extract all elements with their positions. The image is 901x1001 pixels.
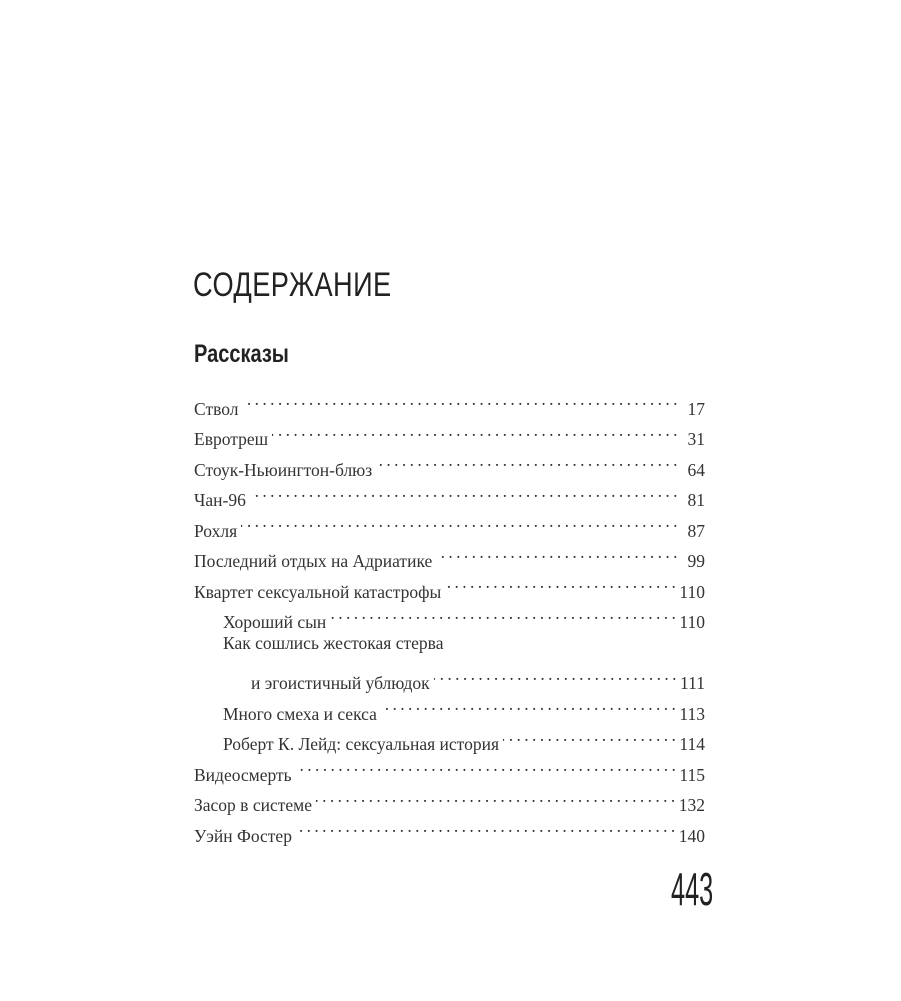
dot-leader bbox=[330, 598, 675, 629]
toc-entry bbox=[194, 415, 705, 449]
entry-page: 110 bbox=[679, 581, 705, 602]
dot-leader bbox=[436, 537, 677, 568]
entry-page: 114 bbox=[679, 734, 705, 754]
toc-entry bbox=[194, 445, 705, 480]
dot-leader bbox=[445, 567, 675, 598]
entry-title: Квартет сексуальной катастрофы bbox=[194, 581, 442, 602]
dot-leader bbox=[243, 384, 678, 415]
entry-page: 17 bbox=[687, 398, 705, 419]
entry-title: Рохля bbox=[194, 520, 238, 541]
dot-leader bbox=[241, 506, 677, 537]
entry-page: 110 bbox=[679, 612, 705, 632]
entry-page: 113 bbox=[679, 703, 705, 724]
dot-leader bbox=[250, 476, 677, 507]
entry-title: Чан-96 bbox=[194, 490, 246, 510]
toc-subentry-continuation bbox=[194, 659, 705, 693]
entry-page: 87 bbox=[687, 520, 705, 541]
dot-leader bbox=[434, 659, 676, 690]
dot-leader bbox=[296, 750, 676, 781]
dot-leader bbox=[376, 445, 677, 476]
entry-page: 64 bbox=[687, 459, 705, 480]
entry-page: 132 bbox=[678, 795, 705, 815]
entry-page: 99 bbox=[687, 551, 705, 571]
entry-title: Стоук-Ньюингтон-блюз bbox=[194, 459, 373, 480]
entry-title: Хороший сын bbox=[223, 612, 327, 632]
entry-title: Уэйн Фостер bbox=[194, 825, 292, 846]
dot-leader bbox=[503, 720, 675, 751]
toc-entry bbox=[194, 384, 705, 419]
dot-leader bbox=[296, 811, 675, 842]
contents-heading: СОДЕРЖАНИЕ bbox=[193, 266, 392, 304]
entry-title: Роберт К. Лейд: сексуальная история bbox=[223, 734, 500, 754]
table-of-contents bbox=[194, 384, 705, 846]
entry-page: 111 bbox=[680, 673, 705, 693]
entry-title: Ствол bbox=[194, 398, 239, 419]
entry-page: 81 bbox=[687, 490, 705, 510]
entry-page: 140 bbox=[678, 825, 705, 846]
entry-title-continuation: и эгоистичный ублюдок bbox=[251, 673, 430, 693]
page-number: 443 bbox=[671, 863, 714, 915]
toc-entry bbox=[194, 476, 705, 510]
toc-entry bbox=[194, 537, 705, 571]
toc-entry bbox=[194, 506, 705, 541]
dot-leader bbox=[381, 689, 676, 720]
dot-leader bbox=[272, 415, 677, 446]
entry-title: Видеосмерть bbox=[194, 764, 292, 785]
entry-title: Как сошлись жестокая стерва bbox=[223, 633, 444, 653]
entry-page: 31 bbox=[687, 429, 705, 449]
entry-title: Засор в системе bbox=[194, 795, 312, 815]
entry-title: Евротреш bbox=[194, 429, 269, 449]
entry-page: 115 bbox=[679, 764, 705, 785]
entry-title: Много смеха и секса bbox=[223, 703, 377, 724]
section-heading: Рассказы bbox=[194, 340, 289, 368]
entry-title: Последний отдых на Адриатике bbox=[194, 551, 433, 571]
dot-leader bbox=[316, 781, 675, 812]
toc-subentry bbox=[194, 628, 705, 659]
